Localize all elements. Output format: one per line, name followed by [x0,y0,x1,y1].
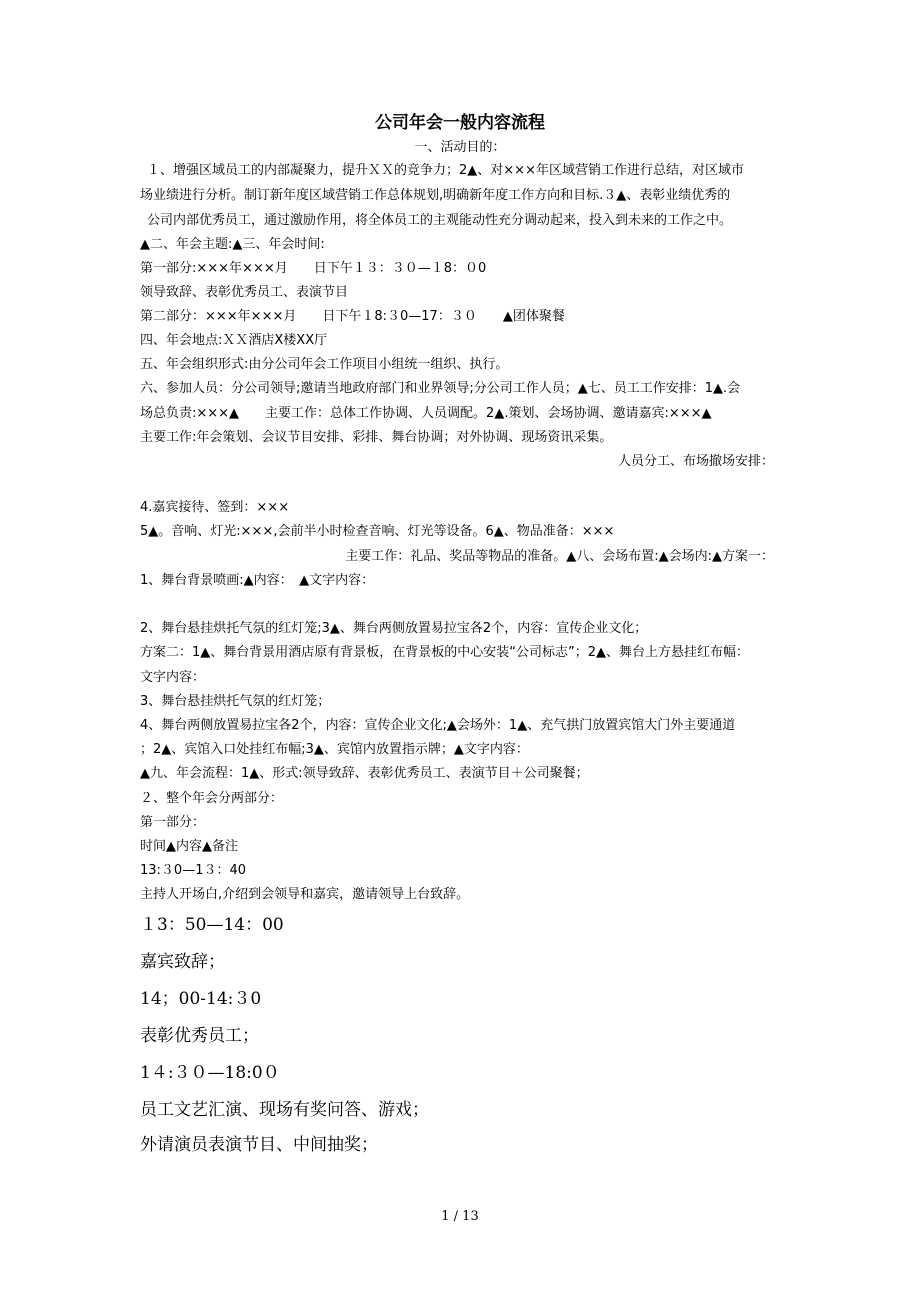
section-heading-purpose: 一、活动目的： [414,140,506,155]
paragraph-line: 主要工作:年会策划、会议节目安排、彩排、舞台协调；对外协调、现场资讯采集。 [140,430,613,445]
paragraph-line: 4、舞台两侧放置易拉宝各2个，内容：宣传企业文化;▲会场外：1▲、充气拱门放置宾馆大门外主要通道 [140,718,736,733]
paragraph-line: ２、整个年会分两部分： [140,791,284,806]
paragraph-line: 时间▲内容▲备注 [140,839,238,854]
paragraph-line: 1、舞台背景喷画:▲内容： ▲文字内容： [140,573,375,588]
paragraph-line: 场总负责:×××▲ 主要工作：总体工作协调、人员调配。2▲.策划、会场协调、邀请嘉宾:×××▲ [140,406,712,421]
paragraph-line: 主持人开场白,介绍到会领导和嘉宾，邀请领导上台致辞。 [140,887,470,902]
schedule-item: 表彰优秀员工； [140,1026,259,1046]
paragraph-line: 第一部分:×××年×××月 日下午１３：３０—１8：０0 [140,261,487,276]
paragraph-line: 六、参加人员：分公司领导;邀请当地政府部门和业界领导;分公司工作人员；▲七、员工工作安排：1▲.会 [140,381,741,396]
paragraph-line: 方案二：1▲、舞台背景用酒店原有背景板，在背景板的中心安装“公司标志”；2▲、舞台上方悬挂红布幅： [140,645,750,660]
schedule-time: 1４:３０—18:0０ [140,1063,280,1083]
document-title: 公司年会一般内容流程 [375,113,545,133]
paragraph-line: 场业绩进行分析。制订新年度区域营销工作总体规划,明确新年度工作方向和目标.３▲、表彰业绩优秀的 [140,188,731,203]
paragraph-line: 2、舞台悬挂烘托气氛的红灯笼;3▲、舞台两侧放置易拉宝各2个，内容：宣传企业文化； [140,621,648,636]
paragraph-line: ▲九、年会流程：1▲、形式:领导致辞、表彰优秀员工、表演节目＋公司聚餐； [140,766,589,781]
paragraph-line: 文字内容： [140,670,206,685]
paragraph-line: ▲二、年会主题:▲三、年会时间: [140,237,325,252]
paragraph-line: 公司内部优秀员工，通过激励作用，将全体员工的主观能动性充分调动起来，投入到未来的工作之中。 [147,213,733,228]
paragraph-line: 领导致辞、表彰优秀员工、表演节目 [140,285,349,300]
schedule-item: 外请演员表演节目、中间抽奖； [140,1135,378,1155]
paragraph-line: 5▲。音响、灯光:×××,会前半小时检查音响、灯光等设备。6▲、物品准备：××× [140,524,615,539]
paragraph-line: 第一部分： [140,815,206,830]
schedule-item: 嘉宾致辞； [140,952,225,972]
paragraph-line: 3、舞台悬挂烘托气氛的红灯笼； [140,694,331,709]
paragraph-line: １、增强区域员工的内部凝聚力，提升ＸＸ的竞争力；2▲、对×××年区域营销工作进行总结，对区域市 [147,163,744,178]
paragraph-line: 四、年会地点:ＸＸ酒店X楼XX厅 [140,333,328,348]
schedule-item: 员工文艺汇演、现场有奖问答、游戏； [140,1100,429,1120]
paragraph-line: 13:３0—1３：40 [140,863,247,878]
paragraph-line: 主要工作：礼品、奖品等物品的准备。▲八、会场布置:▲会场内:▲方案一： [345,549,774,564]
page-number: 1 / 13 [441,1209,479,1224]
paragraph-line: 4.嘉宾接待、签到：××× [140,500,290,515]
schedule-time: １3：50—14：00 [140,915,284,935]
paragraph-line: 人员分工、布场撤场安排： [617,454,774,469]
schedule-time: 14；00-14:３0 [140,989,262,1009]
paragraph-line: 第二部分：×××年×××月 日下午１8:３0—17：３０ ▲团体聚餐 [140,309,565,324]
paragraph-line: 五、年会组织形式:由分公司年会工作项目小组统一组织、执行。 [140,357,509,372]
paragraph-line: ；2▲、宾馆入口处挂红布幅;3▲、宾馆内放置指示牌；▲文字内容： [140,742,529,757]
